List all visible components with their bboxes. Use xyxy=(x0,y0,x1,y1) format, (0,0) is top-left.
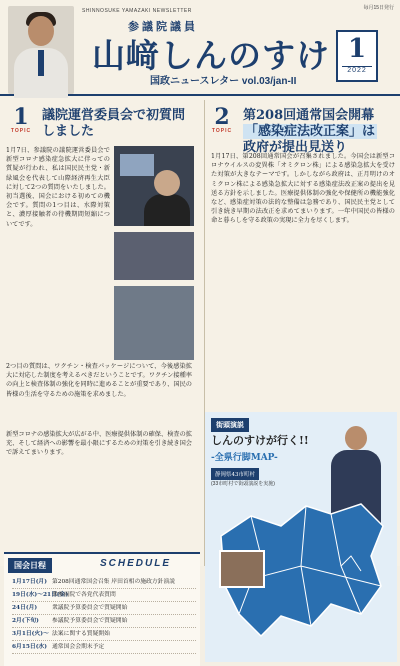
topic-marker-2 xyxy=(205,106,239,134)
article-2-body: 1月17日、第208回通常国会が召集されました。今国会は新型コロナウイルスの変異株「オミクロン株」による感染急拡大を受けた対策が大きなテーマです。しかしながら政府は、正月明けのオミクロン株による感染急拡大に対する感染症法改正案の提出を見送る方針を示しました。医療提供体制の強化や保健所の機能強化など、感染症対策の法的な整備は急務であり、国民民主党として引き続き早期の法改正を求めてまいります。一年中国民の皆様の命と暮らしを守る政策の実現に全力を尽くします。 xyxy=(211,153,395,225)
topic-number: 2 xyxy=(214,104,230,130)
schedule-item xyxy=(12,641,196,654)
article-2-title-line-2: 「感染症法改正案」は xyxy=(245,124,376,139)
newsletter-label-en: SHINNOSUKE YAMAZAKI NEWSLETTER xyxy=(82,8,192,14)
publication-frequency: 毎月15日発行 xyxy=(363,5,394,11)
issue-year: 2022 xyxy=(342,66,372,74)
municipality-note: (33市町村で街頭演説を実施) xyxy=(211,481,275,487)
schedule-text: 衆議院予算委員会で質疑開始 xyxy=(52,605,128,611)
article-2-title xyxy=(243,108,397,156)
schedule-title: SCHEDULE xyxy=(100,558,172,569)
schedule-text: 参議院予算委員会で質疑開始 xyxy=(52,618,128,624)
right-column xyxy=(204,100,396,566)
volume-text: vol.03/jan-II xyxy=(241,76,297,87)
newsletter-subtitle xyxy=(150,72,296,87)
portrait-photo xyxy=(8,6,74,94)
schedule-text: 第208回通常国会召集 岸田首相の施政方針演説 xyxy=(52,579,176,585)
article-2-title-line-3: 政府が提出見送り xyxy=(243,140,348,155)
article-2-title-line-1: 第208回通常国会開幕 xyxy=(243,108,375,123)
speech-thumbnail-photo xyxy=(219,550,265,588)
street-speech-title: しんのすけが行く!! xyxy=(211,434,309,447)
masthead xyxy=(0,0,400,96)
issue-number: 1 xyxy=(347,34,367,64)
issue-badge xyxy=(336,30,378,82)
article-1-body-3: 新型コロナの感染拡大が広がる中、医療提供体制の確保、検査の拡充、そして経済への影響を最小限にするための対策を引き続き国会で訴えてまいります。 xyxy=(6,431,192,457)
schedule-label: 国会日程 xyxy=(8,558,52,573)
schedule-item xyxy=(12,576,196,589)
article-1-body: 1月7日、参議院の議院運営委員会で新型コロナ感染症急拡大に伴っての質疑が行われ、私は国民民主党・新緑風会を代表して山際経済再生大臣に対して2つの質問をいたしました。初当選後、国会における初めての機会です。質問の1つ目は、水際対策と、濃厚接触者の待機期間短縮についてです。 xyxy=(6,147,110,228)
newsletter-title: 山﨑しんのすけ xyxy=(92,36,330,75)
schedule-item xyxy=(12,589,196,602)
topic-label: TOPIC xyxy=(10,128,32,134)
schedule-date: 24日(月) xyxy=(12,605,38,611)
schedule-item xyxy=(12,615,196,628)
topic-marker-1 xyxy=(4,106,38,134)
chamber-photo xyxy=(114,232,194,280)
street-speech-box xyxy=(205,412,397,662)
subtitle-text: 国政ニュースレター xyxy=(150,76,240,87)
left-column xyxy=(4,100,196,650)
schedule-item xyxy=(12,628,196,641)
schedule-text: 通常国会会期末予定 xyxy=(52,644,105,650)
schedule-date: 3月1日(火)〜 xyxy=(12,631,49,637)
schedule-list xyxy=(12,576,196,654)
schedule-text: 法案に関する質疑開始 xyxy=(52,631,110,637)
schedule-item xyxy=(12,602,196,615)
position-title: 参議院議員 xyxy=(128,20,198,33)
topic-number: 1 xyxy=(13,104,29,130)
committee-photo xyxy=(114,146,194,226)
schedule-text: 衆参両院で各党代表質問 xyxy=(52,592,116,598)
schedule-date: 2月(下旬) xyxy=(12,618,39,624)
schedule-date: 1月17日(月) xyxy=(12,579,47,585)
street-speech-subtitle: -全県行脚MAP- xyxy=(211,453,278,463)
article-1-title: 議院運営委員会で初質問しました xyxy=(42,108,186,139)
topic-label: TOPIC xyxy=(211,128,233,134)
municipality-count: 静岡県43市町村 xyxy=(211,468,259,480)
schedule-box xyxy=(4,552,200,666)
question-photo xyxy=(114,286,194,360)
street-speech-tag: 街頭演説 xyxy=(211,418,249,432)
schedule-date: 6月15日(水) xyxy=(12,644,47,650)
article-1-body-2: 2つ目の質問は、ワクチン・検査パッケージについて、今後感染拡大に対応した制度を考えるべきだということです。ワクチン接種率の向上と検査体制の強化を同時に進めることが重要であり、国民の皆様の生活を守るための施策を求めました。 xyxy=(6,363,192,398)
schedule-date: 19日(水)〜21日(金) xyxy=(12,592,69,598)
